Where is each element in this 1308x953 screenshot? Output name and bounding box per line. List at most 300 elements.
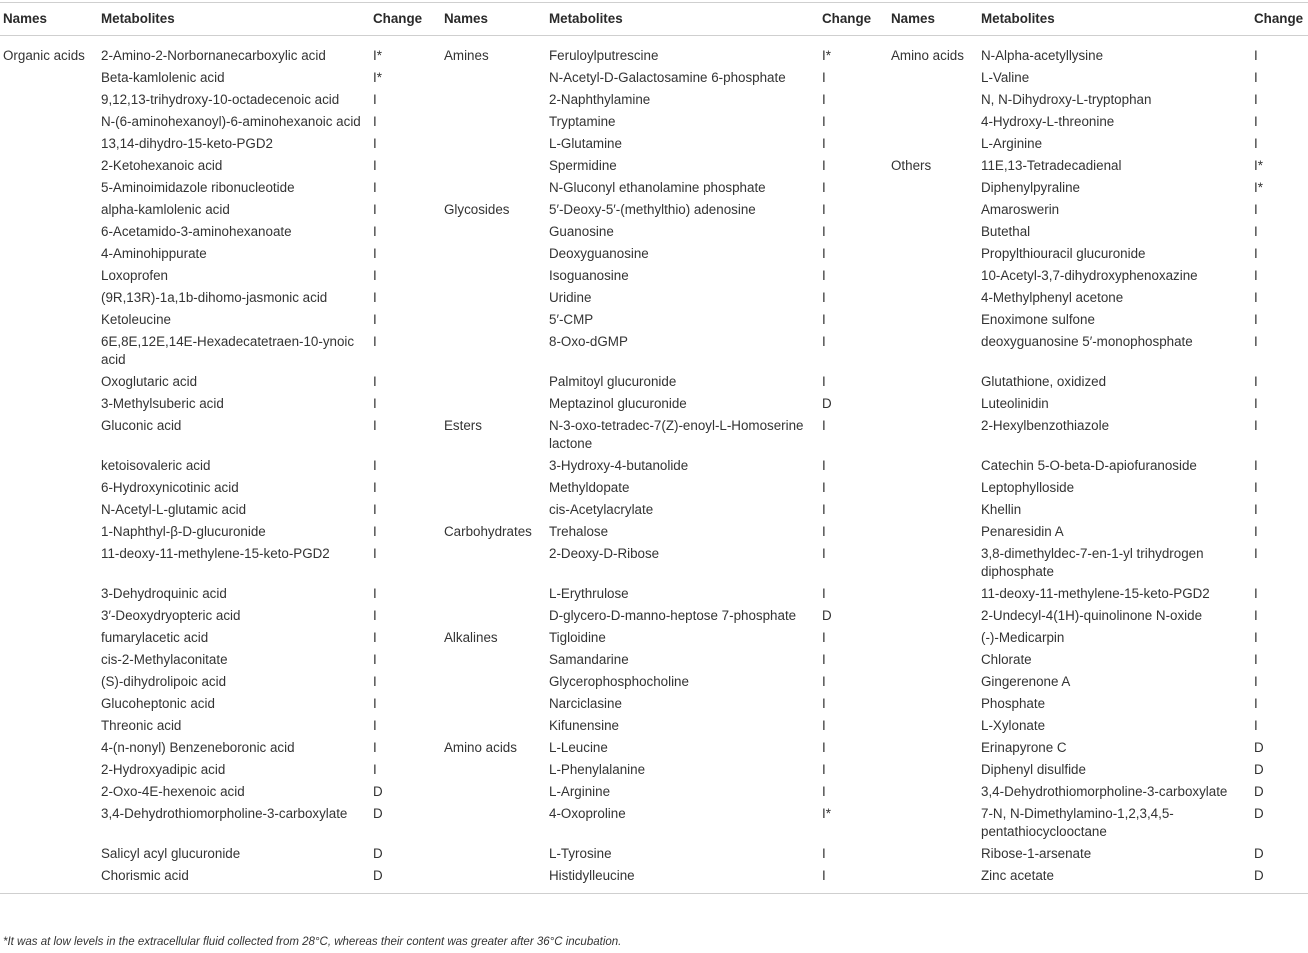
change-cell: I	[822, 334, 826, 349]
change-cell: I	[1254, 290, 1258, 305]
change-cell: I*	[1254, 180, 1263, 195]
table-row	[0, 737, 1308, 759]
names-cell	[0, 221, 98, 243]
table-row	[0, 221, 1308, 243]
change-cell: I	[822, 586, 826, 601]
names-cell: Amino acids	[444, 740, 517, 755]
metabolite-cell: 2-Deoxy-D-Ribose	[549, 546, 660, 561]
header-row	[0, 3, 1308, 36]
metabolite-cell: Gluconic acid	[101, 418, 182, 433]
names-cell	[888, 499, 978, 521]
metabolite-cell: 3,4-Dehydrothiomorpholine-3-carboxylate	[981, 784, 1228, 799]
names-cell: Organic acids	[3, 48, 85, 63]
metabolite-cell: 4-Aminohippurate	[101, 246, 207, 261]
metabolite-cell: 8-Oxo-dGMP	[549, 334, 628, 349]
metabolite-cell: Loxoprofen	[101, 268, 169, 283]
change-cell: I	[822, 718, 826, 733]
table-row	[0, 155, 1308, 177]
names-cell	[888, 89, 978, 111]
change-cell: I*	[373, 48, 382, 63]
names-cell	[0, 605, 98, 627]
change-cell: I	[819, 865, 888, 894]
names-cell	[0, 199, 98, 221]
table-row	[0, 133, 1308, 155]
names-cell	[888, 243, 978, 265]
column-header-metabolites: Metabolites	[978, 3, 1251, 36]
metabolite-cell: 3-Hydroxy-4-butanolide	[549, 458, 689, 473]
names-cell	[441, 455, 546, 477]
change-cell: I	[1254, 674, 1258, 689]
names-cell	[888, 605, 978, 627]
metabolite-cell: ketoisovaleric acid	[101, 458, 211, 473]
names-cell	[0, 499, 98, 521]
change-cell: I	[373, 740, 377, 755]
table-row	[0, 693, 1308, 715]
metabolite-cell: 3′-Deoxydryopteric acid	[101, 608, 241, 623]
metabolite-cell: L-Phenylalanine	[549, 762, 646, 777]
metabolite-cell: cis-Acetylacrylate	[549, 502, 654, 517]
table-row	[0, 671, 1308, 693]
change-cell: I*	[822, 48, 831, 63]
change-cell: I	[1254, 652, 1258, 667]
change-cell: D	[373, 846, 383, 861]
column-header-change: Change	[1251, 3, 1308, 36]
metabolite-cell: 6E,8E,12E,14E-Hexadecatetraen-10-ynoic acid	[101, 334, 355, 367]
change-cell: I	[373, 418, 377, 433]
names-cell	[888, 865, 978, 894]
metabolite-cell: Propylthiouracil glucuronide	[981, 246, 1146, 261]
metabolite-cell: 3-Methylsuberic acid	[101, 396, 224, 411]
table-row	[0, 331, 1308, 371]
names-cell	[441, 111, 546, 133]
names-cell	[441, 265, 546, 287]
change-cell: I	[373, 202, 377, 217]
metabolite-cell: Zinc acetate	[978, 865, 1251, 894]
metabolite-cell: Chorismic acid	[98, 865, 370, 894]
metabolite-cell: 13,14-dihydro-15-keto-PGD2	[101, 136, 273, 151]
metabolite-cell: L-Erythrulose	[549, 586, 629, 601]
table-row	[0, 543, 1308, 583]
table-row	[0, 781, 1308, 803]
names-cell	[441, 865, 546, 894]
metabolite-cell: N-Acetyl-D-Galactosamine 6-phosphate	[549, 70, 786, 85]
table-row	[0, 177, 1308, 199]
table-row	[0, 843, 1308, 865]
change-cell: I	[1254, 246, 1258, 261]
metabolite-cell: 1-Naphthyl-β-D-glucuronide	[101, 524, 266, 539]
change-cell: I	[1254, 586, 1258, 601]
change-cell: I	[373, 268, 377, 283]
change-cell: I	[373, 480, 377, 495]
names-cell	[888, 649, 978, 671]
names-cell	[0, 309, 98, 331]
names-cell	[0, 265, 98, 287]
metabolite-cell: Histidylleucine	[546, 865, 819, 894]
change-cell: I	[822, 290, 826, 305]
table-row	[0, 649, 1308, 671]
names-cell	[888, 287, 978, 309]
metabolite-cell: 11-deoxy-11-methylene-15-keto-PGD2	[101, 546, 330, 561]
metabolite-cell: Penaresidin A	[981, 524, 1064, 539]
names-cell	[0, 843, 98, 865]
metabolite-cell: 10-Acetyl-3,7-dihydroxyphenoxazine	[981, 268, 1198, 283]
change-cell: I	[1254, 312, 1258, 327]
change-cell: I	[822, 458, 826, 473]
change-cell: I	[1254, 608, 1258, 623]
metabolite-cell: Ketoleucine	[101, 312, 171, 327]
change-cell: I	[1254, 458, 1258, 473]
change-cell: I	[373, 224, 377, 239]
metabolite-cell: Beta-kamlolenic acid	[101, 70, 225, 85]
metabolite-cell: Glutathione, oxidized	[981, 374, 1107, 389]
metabolite-cell: Diphenyl disulfide	[981, 762, 1086, 777]
metabolite-cell: Uridine	[549, 290, 592, 305]
change-cell: I	[373, 652, 377, 667]
change-cell: I	[373, 608, 377, 623]
metabolite-cell: N-Gluconyl ethanolamine phosphate	[549, 180, 766, 195]
metabolite-cell: N-Alpha-acetyllysine	[981, 48, 1104, 63]
names-cell	[0, 331, 98, 371]
metabolite-cell: Ribose-1-arsenate	[981, 846, 1092, 861]
metabolite-cell: Catechin 5-O-beta-D-apiofuranoside	[981, 458, 1197, 473]
names-cell	[0, 67, 98, 89]
column-header-change: Change	[370, 3, 441, 36]
names-cell	[0, 111, 98, 133]
names-cell: Amines	[444, 48, 489, 63]
change-cell: I	[1254, 48, 1258, 63]
names-cell	[441, 499, 546, 521]
metabolite-cell: 4-Methylphenyl acetone	[981, 290, 1124, 305]
names-cell	[441, 177, 546, 199]
names-cell	[888, 803, 978, 843]
change-cell: I	[373, 374, 377, 389]
change-cell: I*	[1254, 158, 1263, 173]
table-row	[0, 287, 1308, 309]
names-cell	[441, 133, 546, 155]
change-cell: I	[1254, 396, 1258, 411]
metabolite-cell: L-Tyrosine	[549, 846, 612, 861]
metabolite-cell: Feruloylputrescine	[549, 48, 659, 63]
table-row	[0, 715, 1308, 737]
change-cell: I	[1254, 696, 1258, 711]
change-cell: I	[373, 630, 377, 645]
metabolite-cell: Butethal	[981, 224, 1031, 239]
table-row	[0, 627, 1308, 649]
change-cell: I	[822, 846, 826, 861]
names-cell	[441, 371, 546, 393]
metabolite-cell: 2-Ketohexanoic acid	[101, 158, 223, 173]
change-cell: I	[1254, 202, 1258, 217]
metabolite-cell: Erinapyrone C	[981, 740, 1067, 755]
names-cell	[441, 243, 546, 265]
metabolite-cell: D-glycero-D-manno-heptose 7-phosphate	[549, 608, 797, 623]
change-cell: I	[822, 784, 826, 799]
change-cell: I	[822, 136, 826, 151]
names-cell	[441, 803, 546, 843]
names-cell	[441, 67, 546, 89]
metabolite-cell: 4-Hydroxy-L-threonine	[981, 114, 1115, 129]
names-cell	[888, 543, 978, 583]
names-cell: Others	[891, 158, 932, 173]
metabolite-cell: Deoxyguanosine	[549, 246, 649, 261]
table-footnote: *It was at low levels in the extracellular fluid collected from 28°C, whereas their content was greater after 36°C incubation.	[3, 936, 622, 948]
names-cell	[0, 521, 98, 543]
metabolite-cell: (9R,13R)-1a,1b-dihomo-jasmonic acid	[101, 290, 328, 305]
names-cell	[888, 221, 978, 243]
change-cell: I	[822, 652, 826, 667]
metabolite-cell: Trehalose	[549, 524, 609, 539]
metabolite-cell: 2-Hydroxyadipic acid	[101, 762, 226, 777]
metabolite-cell: 5′-Deoxy-5′-(methylthio) adenosine	[549, 202, 756, 217]
metabolite-cell: deoxyguanosine 5′-monophosphate	[981, 334, 1193, 349]
change-cell: I	[822, 762, 826, 777]
names-cell	[888, 415, 978, 455]
change-cell: I	[822, 114, 826, 129]
change-cell: I	[1254, 114, 1258, 129]
names-cell	[0, 715, 98, 737]
metabolite-cell: L-Glutamine	[549, 136, 622, 151]
names-cell	[441, 843, 546, 865]
change-cell: I	[373, 312, 377, 327]
metabolite-cell: Isoguanosine	[549, 268, 629, 283]
names-cell	[888, 715, 978, 737]
table-row	[0, 243, 1308, 265]
change-cell: I	[1254, 136, 1258, 151]
change-cell: I	[1254, 524, 1258, 539]
change-cell: I	[822, 224, 826, 239]
names-cell	[888, 759, 978, 781]
metabolite-cell: 2-Undecyl-4(1H)-quinolinone N-oxide	[981, 608, 1203, 623]
change-cell: I	[822, 630, 826, 645]
change-cell: I	[1254, 374, 1258, 389]
metabolite-cell: Enoximone sulfone	[981, 312, 1095, 327]
metabolite-cell: Spermidine	[549, 158, 617, 173]
names-cell	[441, 583, 546, 605]
metabolite-cell: L-Leucine	[549, 740, 608, 755]
change-cell: I	[373, 290, 377, 305]
change-cell: I	[1254, 718, 1258, 733]
metabolite-cell: L-Xylonate	[981, 718, 1046, 733]
metabolite-cell: N, N-Dihydroxy-L-tryptophan	[981, 92, 1152, 107]
table-row	[0, 865, 1308, 894]
metabolite-cell: Narciclasine	[549, 696, 622, 711]
table-row	[0, 371, 1308, 393]
table-row	[0, 265, 1308, 287]
change-cell: I	[1254, 502, 1258, 517]
names-cell	[888, 371, 978, 393]
change-cell: I	[373, 158, 377, 173]
change-cell: I	[373, 546, 377, 561]
column-header-names: Names	[441, 3, 546, 36]
names-cell	[441, 781, 546, 803]
metabolite-cell: 2-Amino-2-Norbornanecarboxylic acid	[101, 48, 326, 63]
change-cell: I	[822, 480, 826, 495]
change-cell: I	[1254, 224, 1258, 239]
metabolite-cell: Meptazinol glucuronide	[549, 396, 687, 411]
metabolite-cell: Diphenylpyraline	[981, 180, 1080, 195]
table-row	[0, 455, 1308, 477]
names-cell	[0, 155, 98, 177]
table-row	[0, 309, 1308, 331]
names-cell: Glycosides	[444, 202, 510, 217]
change-cell: I	[822, 696, 826, 711]
names-cell	[0, 759, 98, 781]
change-cell: I	[822, 524, 826, 539]
change-cell: I	[373, 586, 377, 601]
names-cell	[888, 843, 978, 865]
metabolite-cell: L-Arginine	[549, 784, 611, 799]
change-cell: I	[373, 674, 377, 689]
names-cell	[888, 521, 978, 543]
change-cell: I*	[373, 70, 382, 85]
names-cell	[888, 693, 978, 715]
column-header-change: Change	[819, 3, 888, 36]
names-cell	[888, 265, 978, 287]
change-cell: I	[373, 136, 377, 151]
names-cell	[888, 331, 978, 371]
names-cell	[888, 199, 978, 221]
names-cell	[0, 243, 98, 265]
metabolite-cell: Glycerophosphocholine	[549, 674, 689, 689]
names-cell	[888, 111, 978, 133]
change-cell: I	[373, 458, 377, 473]
table-row	[0, 393, 1308, 415]
change-cell: I	[373, 502, 377, 517]
change-cell: I	[1254, 70, 1258, 85]
names-cell: Alkalines	[444, 630, 498, 645]
metabolite-cell: 5′-CMP	[549, 312, 594, 327]
names-cell	[888, 177, 978, 199]
metabolite-cell: 4-(n-nonyl) Benzeneboronic acid	[101, 740, 295, 755]
change-cell: I	[822, 374, 826, 389]
names-cell	[888, 583, 978, 605]
table-header	[0, 3, 1308, 36]
names-cell	[888, 477, 978, 499]
change-cell: D	[1254, 806, 1264, 821]
table-row	[0, 759, 1308, 781]
metabolite-cell: Glucoheptonic acid	[101, 696, 215, 711]
names-cell	[888, 67, 978, 89]
metabolite-cell: 6-Acetamido-3-aminohexanoate	[101, 224, 292, 239]
change-cell: D	[1251, 865, 1308, 894]
metabolite-cell: Leptophylloside	[981, 480, 1075, 495]
names-cell	[0, 583, 98, 605]
names-cell	[0, 649, 98, 671]
metabolite-cell: N-3-oxo-tetradec-7(Z)-enoyl-L-Homoserine lactone	[549, 418, 804, 451]
metabolite-cell: 3-Dehydroquinic acid	[101, 586, 227, 601]
column-header-metabolites: Metabolites	[546, 3, 819, 36]
change-cell: I	[1254, 268, 1258, 283]
names-cell	[441, 693, 546, 715]
names-cell	[0, 627, 98, 649]
metabolite-cell: 5-Aminoimidazole ribonucleotide	[101, 180, 295, 195]
change-cell: D	[1254, 762, 1264, 777]
names-cell	[441, 671, 546, 693]
table-row	[0, 605, 1308, 627]
names-cell	[441, 393, 546, 415]
change-cell: I	[822, 674, 826, 689]
change-cell: I	[373, 524, 377, 539]
table-row	[0, 36, 1308, 68]
change-cell: D	[822, 608, 832, 623]
change-cell: I	[822, 740, 826, 755]
names-cell	[0, 671, 98, 693]
metabolite-cell: Amaroswerin	[981, 202, 1060, 217]
names-cell	[0, 737, 98, 759]
names-cell	[888, 455, 978, 477]
change-cell: I	[1254, 480, 1258, 495]
names-cell	[0, 543, 98, 583]
metabolite-cell: 9,12,13-trihydroxy-10-octadecenoic acid	[101, 92, 340, 107]
change-cell: I	[373, 114, 377, 129]
change-cell: I	[822, 546, 826, 561]
metabolite-cell: N-(6-aminohexanoyl)-6-aminohexanoic acid	[101, 114, 361, 129]
change-cell: I	[373, 718, 377, 733]
metabolite-cell: Guanosine	[549, 224, 614, 239]
metabolite-cell: 7-N, N-Dimethylamino-1,2,3,4,5-pentathiocyclooctane	[981, 806, 1174, 839]
names-cell	[441, 155, 546, 177]
change-cell: I	[822, 180, 826, 195]
names-cell	[441, 759, 546, 781]
metabolite-cell: Methyldopate	[549, 480, 630, 495]
names-cell	[0, 455, 98, 477]
names-cell	[0, 415, 98, 455]
names-cell	[888, 627, 978, 649]
change-cell: I	[822, 502, 826, 517]
names-cell	[441, 477, 546, 499]
names-cell	[441, 649, 546, 671]
metabolite-cell: Luteolinidin	[981, 396, 1049, 411]
names-cell	[888, 781, 978, 803]
names-cell	[0, 781, 98, 803]
table-row	[0, 583, 1308, 605]
metabolite-cell: Tryptamine	[549, 114, 616, 129]
change-cell: I	[822, 202, 826, 217]
metabolite-cell: 2-Naphthylamine	[549, 92, 651, 107]
metabolite-cell: Khellin	[981, 502, 1022, 517]
table-row	[0, 415, 1308, 455]
change-cell: I*	[822, 806, 831, 821]
column-header-metabolites: Metabolites	[98, 3, 370, 36]
change-cell: D	[373, 806, 383, 821]
metabolite-cell: Chlorate	[981, 652, 1032, 667]
table-row	[0, 803, 1308, 843]
change-cell: I	[1254, 418, 1258, 433]
metabolite-cell: Threonic acid	[101, 718, 182, 733]
metabolite-cell: fumarylacetic acid	[101, 630, 209, 645]
names-cell	[888, 309, 978, 331]
names-cell: Amino acids	[891, 48, 964, 63]
column-header-names: Names	[888, 3, 978, 36]
names-cell	[441, 331, 546, 371]
table-row	[0, 111, 1308, 133]
change-cell: I	[822, 70, 826, 85]
names-cell	[441, 287, 546, 309]
names-cell: Carbohydrates	[444, 524, 532, 539]
change-cell: I	[1254, 92, 1258, 107]
names-cell	[0, 177, 98, 199]
metabolite-cell: Salicyl acyl glucuronide	[101, 846, 241, 861]
change-cell: I	[822, 92, 826, 107]
metabolite-cell: Oxoglutaric acid	[101, 374, 198, 389]
names-cell	[441, 89, 546, 111]
metabolite-cell: 3,4-Dehydrothiomorpholine-3-carboxylate	[101, 806, 348, 821]
change-cell: I	[373, 92, 377, 107]
names-cell	[441, 221, 546, 243]
change-cell: I	[822, 246, 826, 261]
change-cell: D	[370, 865, 441, 894]
metabolite-cell: N-Acetyl-L-glutamic acid	[101, 502, 247, 517]
